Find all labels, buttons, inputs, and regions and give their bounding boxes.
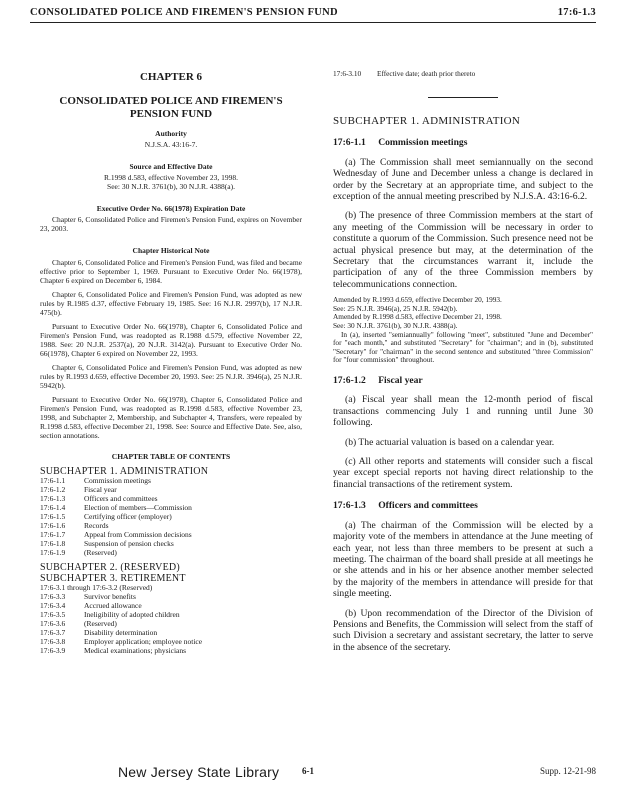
section-heading xyxy=(333,500,593,511)
toc-section-number: 17:6-3.3 xyxy=(40,592,66,601)
source-text-1: R.1998 d.583, effective November 23, 1998. xyxy=(103,173,238,182)
toc-section-title: Disability determination xyxy=(84,628,158,637)
source-text-2: See: 30 N.J.R. 3761(b), 30 N.J.R. 4388(a). xyxy=(107,182,235,191)
header-title: CONSOLIDATED POLICE AND FIREMEN'S PENSION FUND xyxy=(30,7,338,18)
toc-subchapter-2-heading: SUBCHAPTER 2. (RESERVED) xyxy=(40,562,180,573)
toc-row[interactable] xyxy=(40,476,302,485)
toc-section-title: Accrued allowance xyxy=(84,601,142,610)
section-paragraph: (b) Upon recommendation of the Director of the Division of Pensions and Benefits, the Commission will select from the staff of such Division a secretary and assistant secretary, the latter to serve in the absence of the secretary. xyxy=(333,607,593,653)
toc-section-number: 17:6-1.6 xyxy=(40,521,66,530)
toc-section-title: (Reserved) xyxy=(84,548,117,557)
section-number: 17:6-1.2 xyxy=(333,375,366,387)
toc-subchapter-3-heading: SUBCHAPTER 3. RETIREMENT xyxy=(40,573,186,584)
toc-row[interactable] xyxy=(40,521,302,530)
historical-note-block xyxy=(40,246,302,440)
toc-section-title: Appeal from Commission decisions xyxy=(84,530,192,539)
section-paragraph: (a) Fiscal year shall mean the 12-month period of fiscal transactions commencing July 1 and running until June 30 following. xyxy=(333,394,593,429)
toc-row[interactable] xyxy=(40,530,302,539)
toc-section-title: Survivor benefits xyxy=(84,592,136,601)
header-section-number: 17:6-1.3 xyxy=(557,7,596,18)
history-line: Amended by R.1993 d.659, effective December 20, 1993. xyxy=(333,295,502,305)
toc-section-title: Commission meetings xyxy=(84,476,151,485)
history-line: See: 25 N.J.R. 3946(a), 25 N.J.R. 5942(b). xyxy=(333,303,458,313)
toc-section-number: 17:6-1.2 xyxy=(40,485,66,494)
toc-section-number: 17:6-3.7 xyxy=(40,628,66,637)
historical-note-paragraph: Pursuant to Executive Order No. 66(1978), Chapter 6, Consolidated Police and Firemen's Pension Fund, was readopted as R.1998 d.583, effective November 23, 1998, and Subchapter 2, Membership, and Subchapter 4, Transfers, were repealed by R.1998 d.583, effective December 21, 1998. See: Source and Effective Date. See, also, section annotations. xyxy=(40,395,302,440)
historical-note-paragraph: Pursuant to Executive Order No. 66(1978), Chapter 6, Consolidated Police and Firemen's Pension Fund, was readopted as R.1988 d.579, effective November 22, 1988. See: 20 N.J.R. 2537(a), 20 N.J.R. 3142(a). Pursuant to Executive Order No. 66(1978), Chapter 6 expired on November 22, 1993. xyxy=(40,322,302,358)
section-title: Officers and committees xyxy=(378,500,478,512)
toc-section-title: Fiscal year xyxy=(84,485,117,494)
history-line: Amended by R.1998 d.583, effective December 21, 1998. xyxy=(333,312,502,322)
subchapter-1-heading: SUBCHAPTER 1. ADMINISTRATION xyxy=(333,115,521,127)
toc-section-title: Suspension of pension checks xyxy=(84,539,174,548)
header-rule xyxy=(30,22,596,23)
toc-subchapter-3-list xyxy=(40,592,302,655)
left-column xyxy=(40,70,302,655)
toc-end-rule xyxy=(428,97,498,98)
toc-section-title: Records xyxy=(84,521,109,530)
toc-section-number: 17:6-3.9 xyxy=(40,646,66,655)
toc-section-number: 17:6-3.6 xyxy=(40,619,66,628)
toc-section-title: Election of members—Commission xyxy=(84,503,192,512)
historical-note-paragraph: Chapter 6, Consolidated Police and Firemen's Pension Fund, was adopted as new rules by R.1985 d.37, effective February 19, 1985. See: 16 N.J.R. 2997(b), 17 N.J.R. 475(b). xyxy=(40,290,302,317)
toc-row[interactable] xyxy=(40,548,302,557)
section-paragraph: (b) The actuarial valuation is based on a calendar year. xyxy=(345,436,555,448)
history-note: In (a), inserted "semiannually" following "meet", substituted "June and December" for "each month," and substituted "Secretary" for "chairman"; and in (b), substituted "Secretary" for "chairman" in the second sentence and substituted "three Commission" for "four commission" throughout. xyxy=(333,329,593,365)
section-number: 17:6-1.3 xyxy=(333,500,366,512)
section-history xyxy=(333,296,593,365)
section-paragraph: (c) All other reports and statements will consider such a fiscal year except special reports not having direct relationship to the financial transactions of the retirement system. xyxy=(333,456,593,490)
section-heading xyxy=(333,375,593,386)
historical-note-paragraph: Chapter 6, Consolidated Police and Firemen's Pension Fund, was filed and became effective prior to September 1, 1969. Pursuant to Executive Order No. 66(1978), Chapter 6 expired on December 6, 1984. xyxy=(40,258,302,285)
section-paragraph: (b) The presence of three Commission members at the start of any meeting of the Commission will be necessary in order to constitute a quorum of the Commission. Such presence need not be actual physical presence but may, at the determination of the Secretary that the circumstances warrant it, include the participation of any of the three Commission members by telecommunications connection. xyxy=(333,210,593,290)
toc-subchapter-1-heading: SUBCHAPTER 1. ADMINISTRATION xyxy=(40,466,209,477)
toc-section-number: 17:6-1.9 xyxy=(40,548,66,557)
toc-row[interactable] xyxy=(40,512,302,521)
source-heading: Source and Effective Date xyxy=(129,162,213,171)
section-title: Fiscal year xyxy=(378,375,423,387)
chapter-title-line-2: PENSION FUND xyxy=(129,108,213,120)
executive-order-heading: Executive Order No. 66(1978) Expiration Date xyxy=(96,204,246,213)
toc-section-number: 17:6-1.5 xyxy=(40,512,66,521)
running-header xyxy=(30,7,596,21)
right-column xyxy=(333,70,593,653)
authority-heading: Authority xyxy=(155,129,187,138)
toc-heading: CHAPTER TABLE OF CONTENTS xyxy=(111,452,231,461)
toc-section-number: 17:6-3.5 xyxy=(40,610,66,619)
chapter-title xyxy=(40,95,302,121)
toc-section-title: Employer application; employee notice xyxy=(84,637,203,646)
toc-range: 17:6-3.1 through 17:6-3.2 (Reserved) xyxy=(40,583,153,592)
toc-section-title: Effective date; death prior thereto xyxy=(377,69,476,78)
page-footer xyxy=(0,764,626,794)
chapter-title-line-1: CONSOLIDATED POLICE AND FIREMEN'S xyxy=(59,95,283,107)
toc-section-title: Medical examinations; physicians xyxy=(84,646,187,655)
executive-order-text: Chapter 6, Consolidated Police and Firemen's Pension Fund, expires on November 23, 2003. xyxy=(40,215,302,233)
toc-section-number: 17:6-1.8 xyxy=(40,539,66,548)
section-heading xyxy=(333,137,593,148)
toc-section-title: Certifying officer (employer) xyxy=(84,512,172,521)
library-stamp: New Jersey State Library xyxy=(118,764,280,780)
toc-section-number: 17:6-1.7 xyxy=(40,530,66,539)
toc-row[interactable] xyxy=(40,610,302,619)
toc-section-number: 17:6-1.3 xyxy=(40,494,66,503)
toc-section-number: 17:6-1.4 xyxy=(40,503,66,512)
executive-order-block xyxy=(40,204,302,233)
section-title: Commission meetings xyxy=(378,137,468,149)
historical-note-paragraph: Chapter 6, Consolidated Police and Firemen's Pension Fund, was adopted as new rules by R.1993 d.659, effective December 20, 1993. See: 25 N.J.R. 3946(a), 25 N.J.R. 5942(b). xyxy=(40,363,302,390)
toc-row[interactable] xyxy=(40,539,302,548)
authority-text: N.J.S.A. 43:16-7. xyxy=(144,140,198,149)
source-block xyxy=(40,162,302,191)
toc-row[interactable] xyxy=(40,637,302,646)
section-paragraph: (a) The chairman of the Commission will be elected by a majority vote of the members in attendance at the June meeting of each year, not less than three members to be present at such a meeting. The chairman of the board shall preside at all meetings he or she attends and in his or her absence another member selected by the majority of the members in attendance will preside for that single meeting. xyxy=(333,519,593,600)
toc-row[interactable] xyxy=(40,583,302,592)
toc-section-title: (Reserved) xyxy=(84,619,117,628)
page-number: 6-1 xyxy=(302,766,314,776)
supplement-date: Supp. 12-21-98 xyxy=(540,766,596,776)
history-line: See: 30 N.J.R. 3761(b), 30 N.J.R. 4388(a). xyxy=(333,321,458,331)
section-paragraph: (a) The Commission shall meet semiannually on the second Wednesday of June and December unless a change is declared in order by the Secretary at an appropriate time, and subject to the exception of the annual meeting prescribed by N.J.S.A. 43:16-6.2. xyxy=(333,156,593,203)
toc-row[interactable] xyxy=(333,70,593,79)
toc-row[interactable] xyxy=(40,592,302,601)
toc-row[interactable] xyxy=(40,485,302,494)
toc-row[interactable] xyxy=(40,601,302,610)
toc-section-number: 17:6-3.10 xyxy=(333,69,362,78)
toc-row[interactable] xyxy=(40,494,302,503)
chapter-label: CHAPTER 6 xyxy=(139,71,203,83)
toc-row[interactable] xyxy=(40,619,302,628)
toc-subchapter-1-list xyxy=(40,476,302,557)
toc-row[interactable] xyxy=(40,628,302,637)
toc-section-number: 17:6-3.8 xyxy=(40,637,66,646)
toc-section-title: Officers and committees xyxy=(84,494,158,503)
section-number: 17:6-1.1 xyxy=(333,137,366,149)
toc-section-number: 17:6-1.1 xyxy=(40,476,66,485)
toc-section-title: Ineligibility of adopted children xyxy=(84,610,180,619)
toc-section-number: 17:6-3.4 xyxy=(40,601,66,610)
authority-block xyxy=(40,129,302,149)
toc-row[interactable] xyxy=(40,503,302,512)
toc-row[interactable] xyxy=(40,646,302,655)
historical-note-heading: Chapter Historical Note xyxy=(132,246,210,255)
